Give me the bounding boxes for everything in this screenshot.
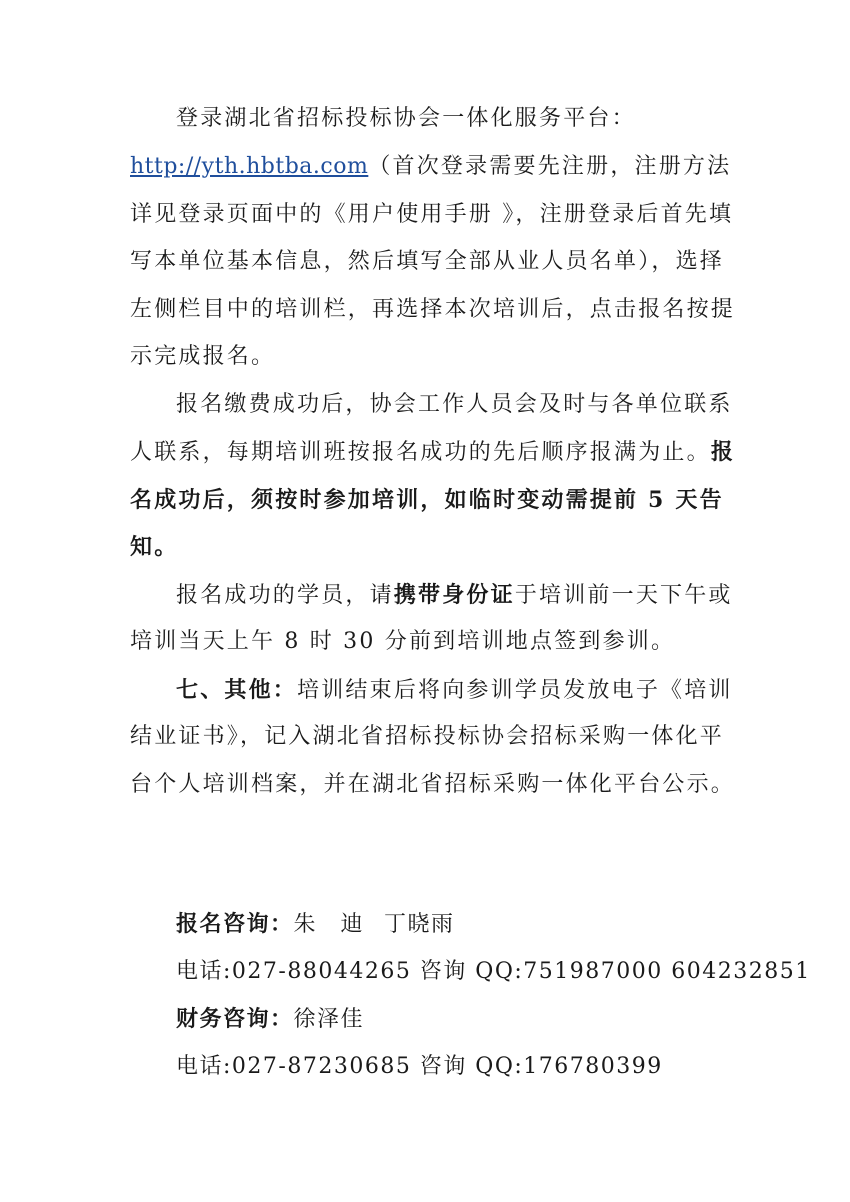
para4-line1 xyxy=(176,675,733,706)
signup-name2: 丁晓雨 xyxy=(384,912,455,937)
para4-line1-text: 培训结束后将向参训学员发放电子《培训 xyxy=(297,678,733,703)
para2-line3: 名成功后，须按时参加培训，如临时变动需提前 5 天告 xyxy=(130,487,724,513)
para3-line1 xyxy=(176,580,733,611)
finance-label: 财务咨询： xyxy=(176,1006,294,1032)
finance-contact xyxy=(176,1004,364,1035)
para2-line2-text: 人联系，每期培训班按报名成功的先后顺序报满为止。 xyxy=(130,440,711,465)
finance-phone: 电话:027-87230685 咨询 QQ:176780399 xyxy=(176,1054,663,1079)
signup-label: 报名咨询： xyxy=(176,911,294,937)
para1-line3: 详见登录页面中的《用户使用手册 》，注册登录后首先填 xyxy=(130,202,734,227)
para3-line1-a: 报名成功的学员，请 xyxy=(176,583,394,608)
para4-line2: 结业证书》，记入湖北省招标投标协会招标采购一体化平 xyxy=(130,724,725,749)
para3-id-card: 携带身份证 xyxy=(393,582,515,608)
para3-line1-b: 于培训前一天下午或 xyxy=(514,583,733,608)
para1-line2 xyxy=(130,152,731,182)
finance-name: 徐泽佳 xyxy=(293,1007,365,1032)
signup-name1: 朱 迪 xyxy=(293,912,365,937)
para1-line4: 写本单位基本信息，然后填写全部从业人员名单），选择 xyxy=(130,249,725,274)
para2-line1: 报名缴费成功后，协会工作人员会及时与各单位联系 xyxy=(176,392,733,417)
para1-line6: 示完成报名。 xyxy=(130,344,276,369)
section-heading-other: 七、其他： xyxy=(176,677,298,703)
para1-line2-text: （首次登录需要先注册，注册方法 xyxy=(368,154,732,179)
signup-contact xyxy=(176,909,455,940)
platform-link[interactable]: http://yth.hbtba.com xyxy=(130,154,369,179)
para3-line2: 培训当天上午 8 时 30 分前到培训地点签到参训。 xyxy=(130,629,676,654)
para1-line1: 登录湖北省招标投标协会一体化服务平台： xyxy=(176,106,636,131)
para2-line2-bold: 报 xyxy=(710,439,736,465)
para2-line4: 知。 xyxy=(130,534,179,560)
para4-line3: 台个人培训档案，并在湖北省招标采购一体化平台公示。 xyxy=(130,772,736,797)
para1-line5: 左侧栏目中的培训栏，再选择本次培训后，点击报名按提 xyxy=(130,297,736,322)
signup-phone: 电话:027-88044265 咨询 QQ:751987000 604232851 xyxy=(176,959,811,984)
para2-line2 xyxy=(130,437,735,468)
